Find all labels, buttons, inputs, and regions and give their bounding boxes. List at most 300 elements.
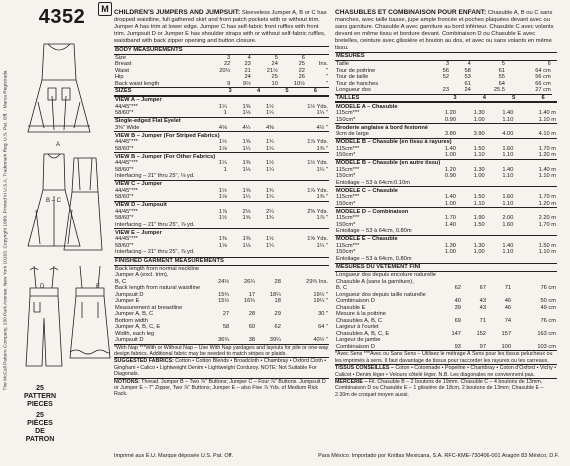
row-value: 1.10 xyxy=(473,152,485,159)
row-label: 58/60"* xyxy=(115,145,134,152)
size-value: 6 xyxy=(290,88,318,95)
row-label: 115cm*** xyxy=(336,194,360,201)
row-value: 1½ xyxy=(266,236,274,243)
row-label: 58/60"* xyxy=(115,242,134,249)
row-label: Longueur dos xyxy=(335,87,428,94)
view-heading-row xyxy=(335,103,557,111)
row-value xyxy=(514,228,557,235)
row-value: 25 xyxy=(271,74,278,81)
body-measurements-table xyxy=(114,55,329,89)
mccall-logo: M xyxy=(98,2,112,16)
table-row xyxy=(114,146,329,153)
body-measurements-heading: BODY MEASUREMENTS xyxy=(114,46,329,55)
view-heading: VIEW D – Jumpsuit xyxy=(114,201,329,209)
row-value xyxy=(457,180,486,187)
row-value: 1.40 xyxy=(502,242,514,249)
row-label: Entoilage – 53 à 64cm:0.10m xyxy=(336,179,410,186)
row-value xyxy=(275,173,329,180)
row-value: 3.80 xyxy=(444,131,456,138)
row-value xyxy=(457,228,486,235)
row-value: 39¼ xyxy=(269,337,281,344)
view-heading: MODELE A – Chasuble xyxy=(335,103,557,111)
size-value: 5 xyxy=(261,88,289,95)
view-heading-row xyxy=(114,132,329,140)
row-value: 49 cm xyxy=(540,304,556,311)
row-value: 25 xyxy=(298,61,305,68)
row-value xyxy=(428,256,457,263)
row-value: 1.10 xyxy=(502,200,514,207)
row-value: 1¼ " xyxy=(316,110,328,117)
row-value: " xyxy=(306,81,329,88)
row-value: 1⅞ Yds. xyxy=(307,187,328,194)
table-row xyxy=(335,180,557,187)
view-heading: VIEW A – Jumper xyxy=(114,96,329,104)
row-value: 2¼ xyxy=(266,208,274,215)
row-value: 5 xyxy=(274,54,278,61)
table-row xyxy=(114,173,329,180)
row-value: 2.00 xyxy=(502,215,514,222)
row-value: 6 xyxy=(301,54,305,61)
row-label: Entoilage – 53 à 64cm, 0.80m xyxy=(336,228,412,235)
row-value: 0.90 xyxy=(444,173,456,180)
intro-en: Sleeveless Jumper A, B or C has dropped waistline, full gathered skirt and front patch pockets with or without trim. Jumper A has trim at lower edge. Jumper C has self-fabric front ruffles with front trim. Jumpsuit D or Jumper E has shoulder straps with or without self-fabric ruffles, waistband with back zipper opening and button closure. xyxy=(114,10,327,44)
table-row xyxy=(114,194,329,201)
row-value: 1¼ xyxy=(266,166,274,173)
row-value: 61 xyxy=(464,80,471,87)
row-value: 1.10 m xyxy=(538,116,556,123)
row-value: 1.70 m xyxy=(538,221,556,228)
row-label: 150cm* xyxy=(336,221,356,228)
finished-measurements-heading: FINISHED GARMENT MEASUREMENTS xyxy=(114,257,329,266)
row-label: 44/45"*** xyxy=(115,103,138,110)
view-heading: MODELE B – Chasuble (en tissu à rayures) xyxy=(335,138,557,146)
row-label: Waist xyxy=(115,67,130,74)
row-value: 1¼ xyxy=(266,194,274,201)
row-value: 1⅝ xyxy=(242,215,251,222)
illustration-column xyxy=(12,0,112,466)
row-value: 67 xyxy=(479,285,486,292)
row-value: 9½ xyxy=(231,81,252,88)
notions-label-en: NOTIONS: xyxy=(114,378,140,385)
row-value: 30 " xyxy=(318,311,328,318)
row-value: 1⅞ " xyxy=(316,215,328,222)
row-value: 55 xyxy=(498,74,505,81)
row-value: 1.50 xyxy=(473,221,485,228)
row-value: 1.30 xyxy=(473,166,485,173)
french-column xyxy=(335,9,557,449)
row-value xyxy=(552,61,557,68)
row-value: 152 xyxy=(476,330,486,337)
row-value: 1.00 xyxy=(444,249,456,256)
size-value: 4 xyxy=(233,88,261,95)
row-value: 76 cm xyxy=(540,285,556,292)
row-value xyxy=(251,222,275,229)
row-value: 3 xyxy=(227,54,231,61)
row-value: 50 cm xyxy=(540,298,556,305)
row-label: 44/45"*** xyxy=(115,160,138,167)
row-value: 1¾ xyxy=(266,187,274,194)
row-value: 1.00 xyxy=(473,116,485,123)
footer xyxy=(114,451,559,461)
row-value xyxy=(204,222,228,229)
row-value: 157 xyxy=(501,330,512,337)
sizes-row xyxy=(335,95,557,102)
row-value: 27 cm xyxy=(506,87,552,94)
view-heading: Broderie anglaise à bord festonné xyxy=(335,124,557,132)
view-heading: MODELE E – Chasuble xyxy=(335,235,557,243)
row-value xyxy=(457,256,486,263)
row-value: Ins. xyxy=(318,61,328,68)
finished-measurements-table xyxy=(114,266,329,344)
row-value: 15¾ xyxy=(218,291,230,298)
row-value: 6 xyxy=(547,61,551,68)
size-value: 3 xyxy=(428,95,457,102)
row-value: " xyxy=(325,74,328,81)
sizes-label: TAILLES xyxy=(335,95,428,102)
row-value: 3.90 xyxy=(473,131,485,138)
figure-d-drawing xyxy=(22,262,66,370)
notions-label-fr: MERCERIE – xyxy=(335,379,368,386)
row-label: Entoilage – 53 à 64cm, 0.80m xyxy=(336,255,412,262)
row-value: 64 cm xyxy=(535,67,551,74)
row-value: 56 xyxy=(442,67,449,74)
row-value: 36¾ xyxy=(218,337,230,344)
row-value: 163 cm xyxy=(537,330,556,337)
view-heading: MODELE C – Chasuble xyxy=(335,187,557,195)
row-value: 1½ xyxy=(218,187,227,194)
row-label: Chasuble A (sans la garniture), xyxy=(336,278,414,285)
row-value: 24½ xyxy=(218,278,230,285)
row-label: Jumpsuit D xyxy=(115,337,144,344)
row-label: 115cm*** xyxy=(336,110,360,117)
row-label: 44/45"*** xyxy=(115,139,138,146)
row-value: 1.10 m xyxy=(538,173,556,180)
row-value: 1.10 xyxy=(502,173,514,180)
row-value: 1¼ xyxy=(242,194,251,201)
vetement-fini-table xyxy=(335,272,557,350)
row-value: 1.70 m xyxy=(538,194,556,201)
intro-fr: Chasuble A, B ou C sans manches, avec taille basse, jupe ample froncée et poches plaquées devant avec ou sans garniture. Chasuble A avec garniture au bord inférieur. Chasuble C avec volants devant en même tissu et bordure devant. Combinaison D ou Chasuble E avec bretelles, ceinture avec glissière et bouton au dos, et avec ou sans volants en même tissu. xyxy=(335,10,554,51)
figure-e-drawing xyxy=(68,262,112,370)
row-label: Measurement at breastline xyxy=(115,304,183,311)
row-value: 46 xyxy=(504,304,512,311)
size-spacer xyxy=(546,95,557,102)
row-value: 43 xyxy=(479,298,486,305)
row-value xyxy=(251,173,275,180)
row-label: Breast xyxy=(115,61,132,68)
row-value: 22 xyxy=(298,67,305,74)
row-value: 21 xyxy=(244,67,251,74)
row-value: 1⅜ xyxy=(218,236,227,243)
nap-note-fr: *Avec Sens ***Avec ou Sans Sens – Utilisez le métrage À Sens pour les tissus pelucheux ou les imprimés à sens. Il faut davantage de tissus pour raccorder les rayures ou les carreaux. xyxy=(335,350,557,364)
row-value: 1⅝ xyxy=(242,187,251,194)
row-label: Largeur à l'ourlet xyxy=(336,324,379,331)
sizes-row xyxy=(114,88,329,95)
fabrics-text-en: Cotton • Cotton Blends • Broadcloth • Chambray • Oxford Cloth • Gingham • Calico • Lightweight Denim • Lightweight Corduroy. NOTE: Not Suitable For Diagonals. xyxy=(114,358,327,378)
row-value: 1⅛ xyxy=(218,242,227,249)
table-row xyxy=(114,125,329,132)
row-value xyxy=(428,180,457,187)
row-label: 44/45"*** xyxy=(115,208,138,215)
row-value: 147 xyxy=(451,330,461,337)
row-value xyxy=(228,249,252,256)
row-value: 28 xyxy=(248,311,256,318)
row-value: 26¼ xyxy=(243,278,256,285)
figure-a-drawing xyxy=(24,40,94,140)
row-value: 1.10 xyxy=(473,200,485,207)
row-value xyxy=(275,249,329,256)
row-label: Interfacing – 21" thru 25", ⅞ yd. xyxy=(115,221,195,228)
row-value: 2.20 m xyxy=(538,215,556,222)
row-label: Width, each leg xyxy=(115,330,155,337)
row-value: 1⅜ xyxy=(242,103,251,110)
table-row xyxy=(335,201,557,208)
row-value: 1.50 m xyxy=(538,242,556,249)
row-label: Chasubles A, B, C xyxy=(336,317,383,324)
pieces-word2-fr: DE PATRON xyxy=(25,428,55,443)
view-heading-row xyxy=(335,208,557,216)
row-value: 46 xyxy=(504,298,512,305)
row-value: 1¼ xyxy=(266,110,274,117)
row-value: 16¾ xyxy=(243,298,256,305)
row-value: 1.10 xyxy=(502,116,514,123)
row-value: 64 " xyxy=(318,324,328,331)
row-value: 4 xyxy=(247,54,251,61)
row-value: " xyxy=(325,67,328,74)
table-row xyxy=(335,117,557,124)
row-value: 23 xyxy=(244,61,251,68)
row-value: 62 xyxy=(274,324,281,331)
row-value: 64 xyxy=(498,80,505,87)
table-row xyxy=(114,110,329,117)
view-heading-row xyxy=(335,138,557,146)
row-value: 71 xyxy=(479,317,486,324)
row-value: 1.10 xyxy=(502,152,514,159)
row-value: 1⅛ xyxy=(218,145,227,152)
row-value: 1.20 xyxy=(444,166,456,173)
table-row xyxy=(335,228,557,235)
row-label: B, C xyxy=(115,278,127,285)
row-value: 1½ Yds. xyxy=(307,103,328,110)
row-value xyxy=(251,249,275,256)
row-label: Jumper A, B, C xyxy=(115,311,154,318)
side-copyright: The McCall Pattern Company, 230 Park Avenue, New York 10163. Copyright 1989. Printed in U.S.A. Trademark Reg. U.S. Pat. Off. - Marca Registrada xyxy=(3,70,9,390)
row-value: 100 xyxy=(501,343,512,350)
view-heading-row xyxy=(114,180,329,188)
row-value: 1½ xyxy=(266,103,274,110)
row-label: 44/45"*** xyxy=(115,187,138,194)
sizes-row-en xyxy=(114,88,329,96)
row-value xyxy=(228,173,252,180)
row-value: 1¾ xyxy=(266,215,274,222)
row-value: 1⅝ Yds. xyxy=(307,236,328,243)
row-value: 1.10 m xyxy=(538,249,556,256)
row-label: Jumper A, B, C, E xyxy=(115,324,161,331)
row-value: 1⅜ " xyxy=(316,145,328,152)
row-value: 1.50 xyxy=(473,194,485,201)
title-en: CHILDREN'S JUMPERS AND JUMPSUIT: xyxy=(114,9,241,16)
row-value: 24 xyxy=(271,61,278,68)
row-label: 58/60"* xyxy=(115,110,134,117)
row-value: 1⅝ xyxy=(242,139,251,146)
fabrics-label-fr: TISSUS CONSEILLES – xyxy=(335,365,394,372)
view-heading: VIEW B – Jumper (For Other Fabrics) xyxy=(114,153,329,161)
pieces-word1-en: PATTERN xyxy=(23,393,57,400)
row-value: 1¼ xyxy=(218,160,227,167)
row-value: 40½ " xyxy=(313,337,328,344)
row-value: 1.20 m xyxy=(538,152,556,159)
row-value: 1.40 m xyxy=(538,166,556,173)
row-value xyxy=(428,228,457,235)
pieces-count-fr: 25 xyxy=(36,412,44,419)
view-heading-row xyxy=(335,187,557,195)
row-value: 28 xyxy=(274,278,281,285)
fabrics-fr xyxy=(335,364,557,378)
pattern-pieces-fr xyxy=(20,412,60,444)
notions-text-en: Thread. Jumper B – Two ⅞" Buttons; Jumper C – Four ⅞" Buttons. Jumpsuit D or Jumper E – 7" Zipper, Two ⅞" Buttons; Jumper E – also Five ⅞ Yds. of Medium Rick Rack. xyxy=(114,378,326,398)
sizes-row-fr xyxy=(335,95,557,103)
view-heading: VIEW B – Jumper (For Striped Fabrics) xyxy=(114,132,329,140)
row-value: 1⅞ xyxy=(218,208,227,215)
row-value: 58 xyxy=(222,324,230,331)
row-value: 3 xyxy=(445,61,449,68)
table-row xyxy=(114,81,329,88)
view-heading-row xyxy=(114,153,329,161)
row-label: Jumper A (excl. trim), xyxy=(115,272,169,279)
row-value xyxy=(204,173,228,180)
row-value: 1.30 xyxy=(444,242,456,249)
row-value: 1⅛ xyxy=(242,110,251,117)
row-value: 4 xyxy=(467,61,471,68)
row-value: 2⅜ Yds. xyxy=(307,208,328,215)
fabrics-en xyxy=(114,357,329,377)
row-value: 1⅜ " xyxy=(316,194,328,201)
row-value: 1.00 xyxy=(444,152,456,159)
figure-bc-label: B – C xyxy=(46,198,62,204)
row-value: 97 xyxy=(479,343,486,350)
row-label: 150cm* xyxy=(336,152,356,159)
table-row xyxy=(114,222,329,229)
view-heading: VIEW E – Jumper xyxy=(114,229,329,237)
row-value: 25.5 xyxy=(472,87,506,94)
row-value: 24 xyxy=(450,87,472,94)
row-value: 1.70 m xyxy=(538,145,556,152)
row-value: 24 xyxy=(244,74,251,81)
row-value: 23 xyxy=(428,87,450,94)
fabrics-text-fr: Coton • Cotonnade • Popeline • Chambray • Coton d'Oxford • Vichy • Calicot • Denim léger • Velours côtelé léger. N.B. Les diagonales ne conviennent pas. xyxy=(335,365,557,378)
row-value: 21½ xyxy=(266,67,278,74)
row-label: Chasuble E xyxy=(336,304,366,311)
row-label: 115cm*** xyxy=(336,145,360,152)
figure-bc-drawing xyxy=(24,150,104,255)
row-value xyxy=(228,222,252,229)
row-value: 29 xyxy=(274,311,281,318)
row-value: 22 xyxy=(224,61,231,68)
size-value: 4 xyxy=(458,95,487,102)
view-heading: Single-edged Flat Eyelet xyxy=(114,117,329,125)
row-value: 69 xyxy=(454,317,461,324)
row-value: 1.00 xyxy=(444,200,456,207)
row-value: 10 xyxy=(252,81,279,88)
row-value: 1½ Yds. xyxy=(307,160,328,167)
row-value: 1.20 xyxy=(444,110,456,117)
row-value: 4.00 xyxy=(502,131,514,138)
row-label: Back length from natural waistline xyxy=(115,285,201,292)
row-value: 20½ xyxy=(219,67,231,74)
footer-right: Para México: Importado por Knittax Mexicana, S.A. RFC-KME-730406-001 Aragón 83 México, D.F. xyxy=(318,453,559,459)
row-label: Back waist length xyxy=(114,81,204,88)
row-label: 44/45"*** xyxy=(115,236,138,243)
row-value xyxy=(514,256,557,263)
row-value: 74 xyxy=(504,317,512,324)
row-label: 150cm* xyxy=(336,173,356,180)
notions-fr xyxy=(335,378,557,398)
row-value: 26 xyxy=(298,74,305,81)
notions-en xyxy=(114,378,329,398)
size-spacer xyxy=(318,88,329,95)
nap-note-en: *With Nap ***With or Without Nap – Use With Nap yardages and layouts for pile or one-way design fabrics. Additional fabric may be needed to match stripes or plaids. xyxy=(114,344,329,357)
pieces-count-en: 25 xyxy=(36,385,44,392)
table-row xyxy=(114,249,329,256)
row-label: 58/60"* xyxy=(115,194,134,201)
row-label: Tour de hanches xyxy=(336,80,379,87)
yardage-table-en xyxy=(114,96,329,256)
view-heading-row xyxy=(114,229,329,237)
pattern-pieces-en xyxy=(20,385,60,409)
view-heading-row xyxy=(335,124,557,132)
row-value: 1.50 xyxy=(473,145,485,152)
row-value: 53 xyxy=(464,74,471,81)
sizes-label: SIZES xyxy=(114,88,204,95)
view-heading: MODELE D – Combinaison xyxy=(335,208,557,216)
row-value: 1½ xyxy=(266,160,274,167)
row-label: 115cm*** xyxy=(336,242,360,249)
view-heading: MODELE B – Chasuble (en autre tissu) xyxy=(335,159,557,167)
view-heading: VIEW C – Jumper xyxy=(114,180,329,188)
row-value: 10½ xyxy=(279,81,306,88)
view-heading-row xyxy=(114,117,329,125)
row-value: 1½ xyxy=(218,139,227,146)
row-value: 1 xyxy=(223,110,227,117)
row-value: 1⅛ xyxy=(218,194,227,201)
row-value: 1.00 xyxy=(473,173,485,180)
row-value: 62 xyxy=(454,285,461,292)
row-value: 1⅜ xyxy=(242,160,251,167)
row-label: Jumper E xyxy=(115,298,140,305)
row-label: Longueur dos depuis encolure naturelle xyxy=(336,272,436,279)
row-value: 5 xyxy=(501,61,505,68)
row-value: 1¼ " xyxy=(316,166,328,173)
table-row xyxy=(335,152,557,159)
row-label: Size xyxy=(115,54,127,61)
row-value: 1.40 xyxy=(444,221,456,228)
row-value: 1⅞ Yds. xyxy=(307,139,328,146)
row-label: 150cm* xyxy=(336,200,356,207)
row-value xyxy=(486,228,515,235)
row-value: 18¼ xyxy=(269,291,281,298)
pieces-word2-en: PIECES xyxy=(27,401,53,408)
figure-e-label: E xyxy=(96,284,101,290)
row-value: 1.60 xyxy=(502,221,514,228)
row-value: 4¼ xyxy=(242,124,251,131)
row-label: Interfacing – 21" thru 25", ⅛ yd. xyxy=(115,173,195,180)
row-value: 1.60 xyxy=(502,145,514,152)
row-value xyxy=(486,256,515,263)
row-label: 115cm*** xyxy=(336,215,360,222)
row-value: 1.40 xyxy=(444,194,456,201)
row-label: Largeur de jambe xyxy=(336,337,381,344)
row-value: 40 xyxy=(454,298,461,305)
